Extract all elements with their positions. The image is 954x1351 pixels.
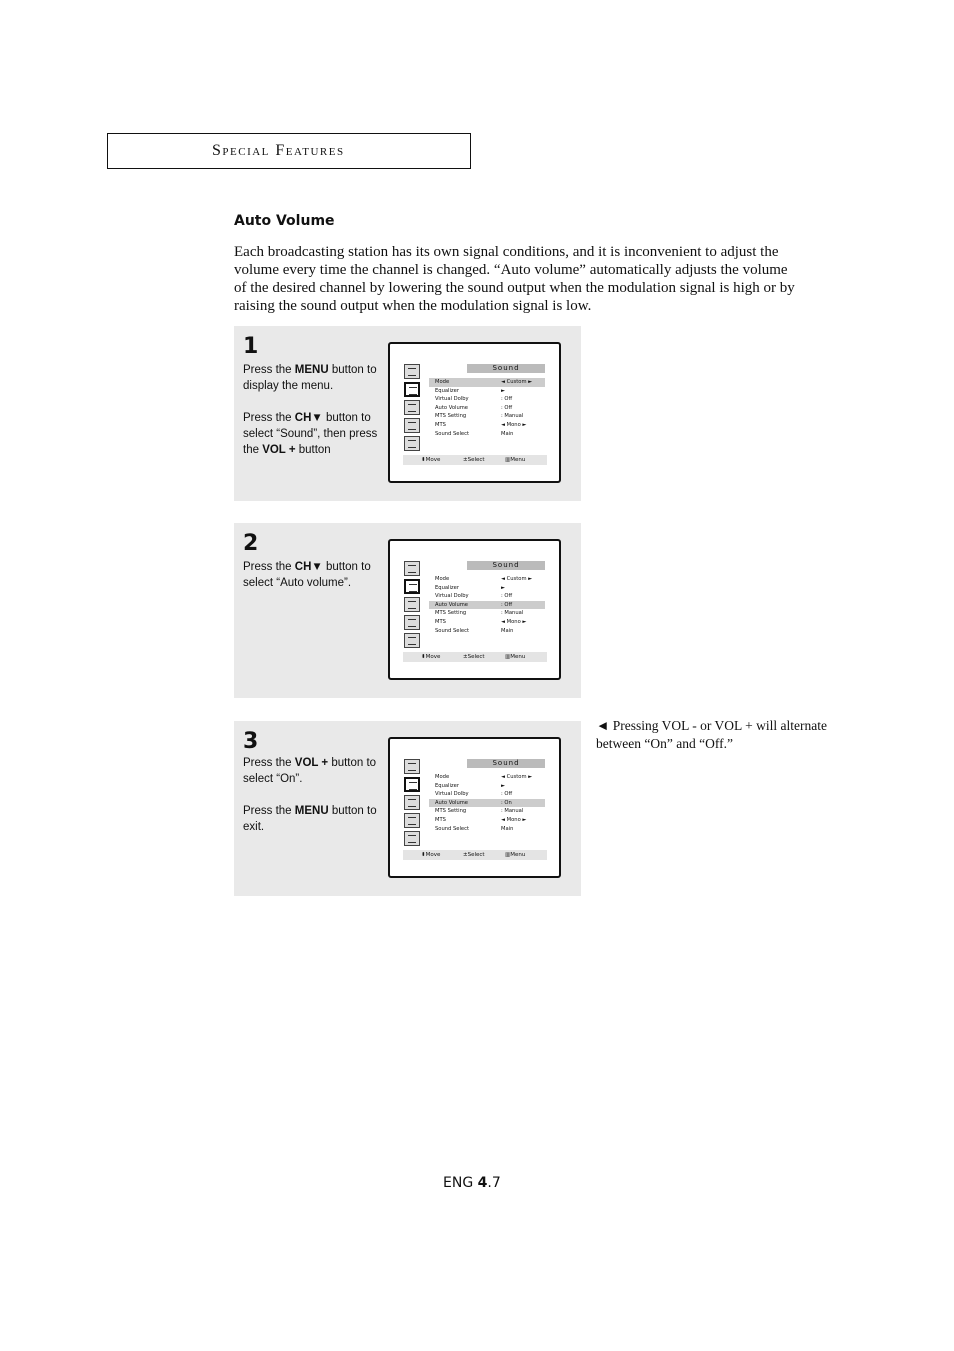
setup-icon <box>404 813 420 828</box>
menu-footer <box>403 455 547 465</box>
menu-title: Sound <box>467 364 545 373</box>
menu-row-equalizer: Equalizer ► <box>435 782 505 789</box>
menu-row-mts: MTS ◄ Mono ► <box>435 618 527 625</box>
step-instructions: Press the MENU button to display the menu. Press the CH▼ button to select “Sound”, then press the VOL + button <box>243 364 378 456</box>
tv-screen-illustration <box>388 539 561 680</box>
menu-icon-column <box>404 364 422 454</box>
menu-title: Sound <box>467 759 545 768</box>
picture-icon <box>404 759 420 774</box>
input-icon <box>404 831 420 846</box>
select-hint: ± Select <box>463 852 485 858</box>
menu-row-sound-select: Sound Select Main <box>435 430 514 437</box>
note-arrow-icon: ◄ <box>596 718 610 733</box>
sound-icon <box>404 579 420 594</box>
move-hint: ⬍ Move <box>421 654 441 660</box>
section-header <box>107 133 471 169</box>
note-text: Pressing VOL - or VOL + will alternate between “On” and “Off.” <box>596 718 827 751</box>
channel-icon <box>404 795 420 810</box>
menu-icon-column <box>404 759 422 849</box>
menu-row-mode: Mode ◄ Custom ► <box>435 576 533 582</box>
menu-row-auto-volume: Auto Volume : Off <box>435 404 513 411</box>
section-title: Auto Volume <box>234 213 335 229</box>
input-icon <box>404 633 420 648</box>
menu-rows <box>429 575 545 635</box>
menu-row-mode: Mode ◄ Custom ► <box>435 774 533 780</box>
setup-icon <box>404 418 420 433</box>
menu-row-equalizer: Equalizer ► <box>435 387 505 394</box>
menu-row-virtual-dolby: Virtual Dolby : Off <box>435 396 513 403</box>
intro-paragraph: Each broadcasting station has its own signal conditions, and it is inconvenient to adjust the volume every time the channel is changed. “Auto volume” automatically adjusts the volume of the desired channel by lowering the sound output when the modulation signal is high or by raising the sound output when the modulation signal is low. <box>234 244 795 314</box>
step-number: 3 <box>243 729 259 754</box>
osd-menu <box>403 558 547 662</box>
select-hint: ± Select <box>463 457 485 463</box>
menu-row-equalizer: Equalizer ► <box>435 584 505 591</box>
menu-row-mts-setting: MTS Setting : Manual <box>435 610 524 617</box>
side-note <box>596 717 841 753</box>
step-2-panel <box>234 523 581 698</box>
tv-screen-illustration <box>388 737 561 878</box>
channel-icon <box>404 400 420 415</box>
move-hint: ⬍ Move <box>421 852 441 858</box>
input-icon <box>404 436 420 451</box>
sound-icon <box>404 382 420 397</box>
menu-title: Sound <box>467 561 545 570</box>
tv-screen-illustration <box>388 342 561 483</box>
menu-row-mts-setting: MTS Setting : Manual <box>435 413 524 420</box>
menu-rows <box>429 773 545 833</box>
step-number: 1 <box>243 334 259 359</box>
menu-row-sound-select: Sound Select Main <box>435 627 514 634</box>
menu-footer <box>403 850 547 860</box>
menu-row-mts: MTS ◄ Mono ► <box>435 421 527 428</box>
step-instructions: Press the VOL + button to select “On”. Press the MENU button to exit. <box>243 757 377 833</box>
menu-row-auto-volume: Auto Volume : On <box>429 799 545 808</box>
menu-row-virtual-dolby: Virtual Dolby : Off <box>435 593 513 600</box>
step-1-panel <box>234 326 581 501</box>
menu-row-virtual-dolby: Virtual Dolby : Off <box>435 791 513 798</box>
step-instructions: Press the CH▼ button to select “Auto volume”. <box>243 561 371 589</box>
osd-menu <box>403 756 547 860</box>
menu-row-mts: MTS ◄ Mono ► <box>435 816 527 823</box>
menu-hint: ▥ Menu <box>505 654 526 660</box>
picture-icon <box>404 364 420 379</box>
menu-icon-column <box>404 561 422 651</box>
setup-icon <box>404 615 420 630</box>
osd-menu <box>403 361 547 465</box>
menu-row-auto-volume: Auto Volume : Off <box>429 601 545 610</box>
step-3-panel <box>234 721 581 896</box>
menu-hint: ▥ Menu <box>505 457 526 463</box>
menu-hint: ▥ Menu <box>505 852 526 858</box>
menu-row-sound-select: Sound Select Main <box>435 825 514 832</box>
page-number: ENG 4.7 <box>443 1175 501 1191</box>
move-hint: ⬍ Move <box>421 457 441 463</box>
section-header-label: Special Features <box>212 142 345 159</box>
sound-icon <box>404 777 420 792</box>
select-hint: ± Select <box>463 654 485 660</box>
menu-footer <box>403 652 547 662</box>
channel-icon <box>404 597 420 612</box>
menu-rows <box>429 378 545 438</box>
step-number: 2 <box>243 531 259 556</box>
menu-row-mts-setting: MTS Setting : Manual <box>435 808 524 815</box>
menu-row-mode: Mode ◄ Custom ► <box>429 378 545 387</box>
picture-icon <box>404 561 420 576</box>
